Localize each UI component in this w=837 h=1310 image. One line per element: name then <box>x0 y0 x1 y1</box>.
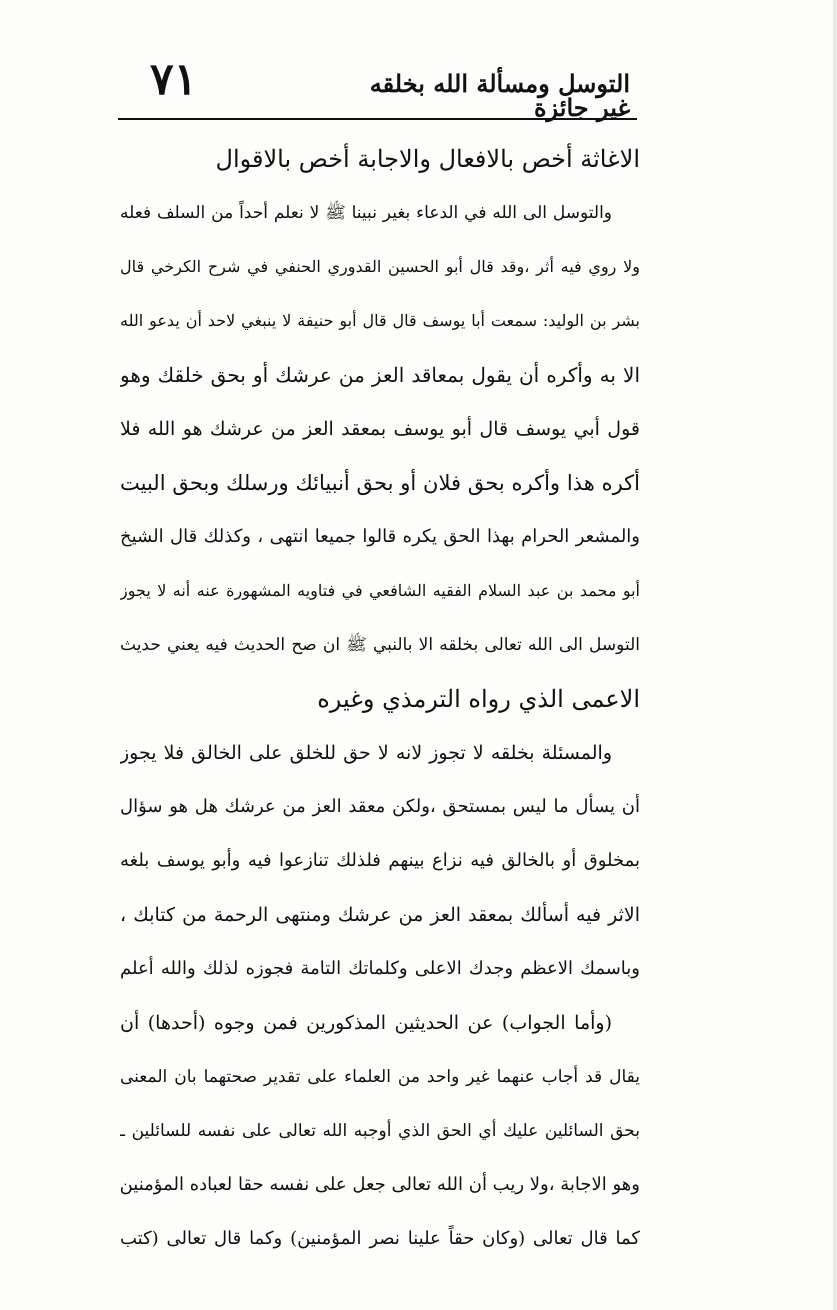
text-line: (وأما الجواب) عن الحديثين المذكورين فمن وجوه (أحدها) أن <box>120 1012 612 1034</box>
text-line: الاغاثة أخص بالافعال والاجابة أخص بالاقوال <box>215 145 640 173</box>
text-line: والمشعر الحرام بهذا الحق يكره قالوا جميعا انتهى ، وكذلك قال الشيخ <box>120 526 640 547</box>
text-line: الاثر فيه أسألك بمعقد العز من عرشك ومنتهى الرحمة من كتابك ، <box>120 904 640 926</box>
text-line: التوسل الى الله تعالى بخلقه الا بالنبي ﷺ ان صح الحديث فيه يعني حديث <box>120 635 640 655</box>
text-line: يقال قد أجاب عنهما غير واحد من العلماء على تقدير صحتهما بان المعنى <box>120 1067 640 1087</box>
header-rule <box>118 118 637 120</box>
page-number: ٧١ <box>150 54 198 105</box>
page-edge <box>833 0 837 1310</box>
body-text <box>120 132 640 1266</box>
text-line: بحق السائلين عليك أي الحق الذي أوجبه الله تعالى على نفسه للسائلين ـ <box>120 1121 640 1141</box>
text-line: والتوسل الى الله في الدعاء بغير نبينا ﷺ لا نعلم أحداً من السلف فعله <box>120 203 612 223</box>
text-line: وباسمك الاعظم وجدك الاعلى وكلماتك التامة فجوزه لذلك والله أعلم <box>120 958 640 979</box>
text-line: والمسئلة بخلقه لا تجوز لانه لا حق للخلق على الخالق فلا يجوز <box>120 742 612 764</box>
text-line: بمخلوق أو بالخالق فيه نزاع بينهم فلذلك تنازعوا فيه وأبو يوسف بلغه <box>120 850 640 871</box>
text-line: الاعمى الذي رواه الترمذي وغيره <box>317 685 640 713</box>
text-line: وهو الاجابة ،ولا ريب أن الله تعالى جعل على نفسه حقا لعباده المؤمنين <box>120 1174 640 1195</box>
text-line: بشر بن الوليد: سمعت أبا يوسف قال قال أبو حنيفة لا ينبغي لاحد أن يدعو الله <box>120 311 640 330</box>
text-line: ولا روي فيه أثر ،وقد قال أبو الحسين القدوري الحنفي في شرح الكرخي قال <box>120 257 640 276</box>
running-title: التوسل ومسألة الله بخلقه غير جائزة <box>369 69 630 122</box>
text-line: أن يسأل ما ليس بمستحق ،ولكن معقد العز من عرشك هل هو سؤال <box>120 796 640 817</box>
text-line: قول أبي يوسف قال أبو يوسف بمعقد العز من عرشك هو الله فلا <box>120 418 640 440</box>
text-line: الا به وأكره أن يقول بمعاقد العز من عرشك أو بحق خلقك وهو <box>120 363 640 387</box>
text-line: أكره هذا وأكره بحق فلان أو بحق أنبيائك ورسلك وبحق البيت <box>120 471 640 495</box>
text-line: أبو محمد بن عبد السلام الفقيه الشافعي في فتاويه المشهورة عنه أنه لا يجوز <box>120 581 640 600</box>
text-line: كما قال تعالى (وكان حقاً علينا نصر المؤمنين) وكما قال تعالى (كتب <box>120 1228 640 1249</box>
